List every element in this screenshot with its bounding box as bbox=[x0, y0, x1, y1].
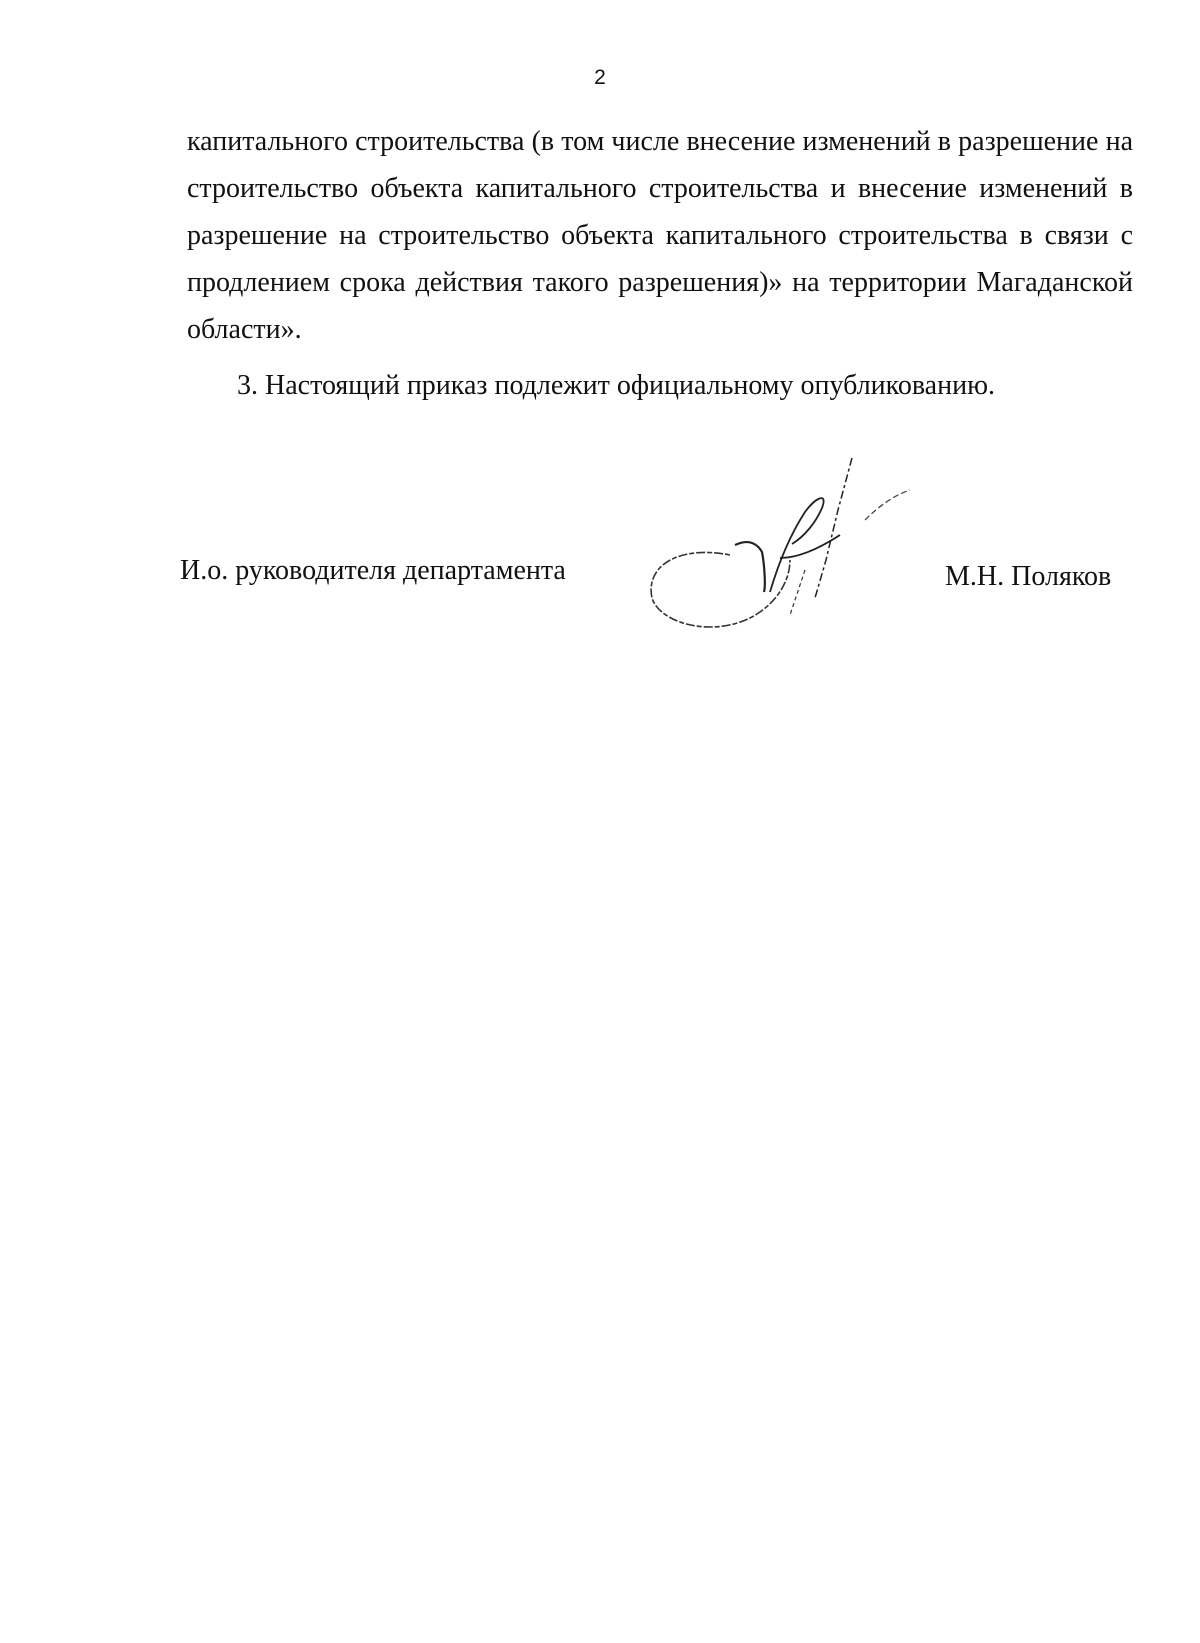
paragraph-3: 3. Настоящий приказ подлежит официальному опубликованию. bbox=[237, 370, 995, 401]
signatory-title: И.о. руководителя департамента bbox=[180, 555, 566, 586]
page-number: 2 bbox=[594, 66, 606, 89]
signatory-name: М.Н. Поляков bbox=[945, 561, 1112, 592]
handwritten-signature bbox=[640, 440, 970, 660]
body-paragraph: капитального строительства (в том числе внесение изменений в разрешение на строительство объекта капитального строительства и внесение изменений в разрешение на строительство объекта капитального строительства в связи с продлением срока действия такого разрешения)» на территории Магаданской области». bbox=[187, 126, 1133, 345]
